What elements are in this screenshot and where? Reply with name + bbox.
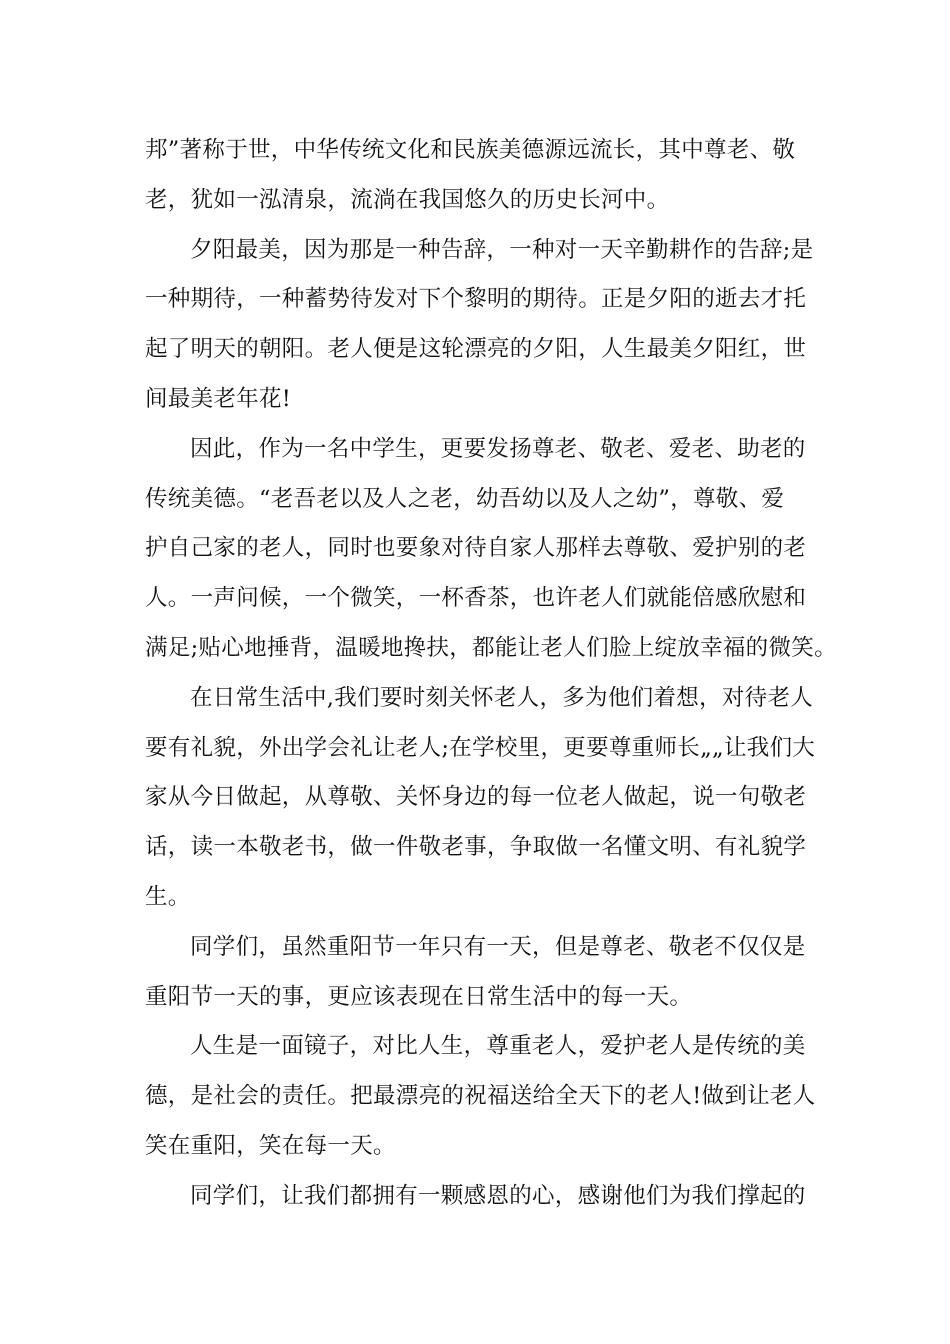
paragraph-start-line: 同学们，虽然重阳节一年只有一天，但是尊老、敬老不仅仅是 [190,933,806,960]
text-line: 一种期待，一种蓄势待发对下个黎明的期待。正是夕阳的逝去才托 [145,286,807,313]
text-line: 满足;贴心地捶背，温暖地搀扶，都能让老人们脸上绽放幸福的微笑。 [145,634,837,661]
paragraph-start-line: 夕阳最美，因为那是一种告辞，一种对一天辛勤耕作的告辞;是 [190,236,814,263]
text-line: 起了明天的朝阳。老人便是这轮漂亮的夕阳，人生最美夕阳红，世 [145,336,807,363]
text-line: 重阳节一天的事，更应该表现在日常生活中的每一天。 [145,983,693,1010]
paragraph-start-line: 在日常生活中,我们要时刻关怀老人，多为他们着想，对待老人 [190,684,814,711]
paragraph-start-line: 同学们，让我们都拥有一颗感恩的心，感谢他们为我们撑起的 [190,1182,806,1209]
body-text [145,126,837,1222]
paragraph-start-line: 人生是一面镜子，对比人生，尊重老人，爱护老人是传统的美 [190,1033,806,1060]
text-line: 生。 [145,883,191,910]
text-line: 要有礼貌，外出学会礼让老人;在学校里，更要尊重师长„„让我们大 [145,734,816,761]
text-line: 护自己家的老人，同时也要象对待自家人那样去尊敬、爱护别的老 [145,535,807,562]
text-line: 家从今日做起，从尊敬、关怀身边的每一位老人做起，说一句敬老 [145,784,807,811]
text-line: 德，是社会的责任。把最漂亮的祝福送给全天下的老人!做到让老人 [145,1083,816,1110]
text-line: 传统美德。“老吾老以及人之老，幼吾幼以及人之幼”，尊敬、爱 [145,485,785,512]
text-line: 人。一声问候，一个微笑，一杯香茶，也许老人们就能倍感欣慰和 [145,585,807,612]
text-line: 间最美老年花! [145,385,292,412]
text-line: 笑在重阳，笑在每一天。 [145,1132,396,1159]
text-line: 老，犹如一泓清泉，流淌在我国悠久的历史长河中。 [145,186,670,213]
paragraph-start-line: 因此，作为一名中学生，更要发扬尊老、敬老、爱老、助老的 [190,435,806,462]
text-line: 话，读一本敬老书，做一件敬老事，争取做一名懂文明、有礼貌学 [145,834,807,861]
text-line: 邦”著称于世，中华传统文化和民族美德源远流长，其中尊老、敬 [145,137,796,163]
